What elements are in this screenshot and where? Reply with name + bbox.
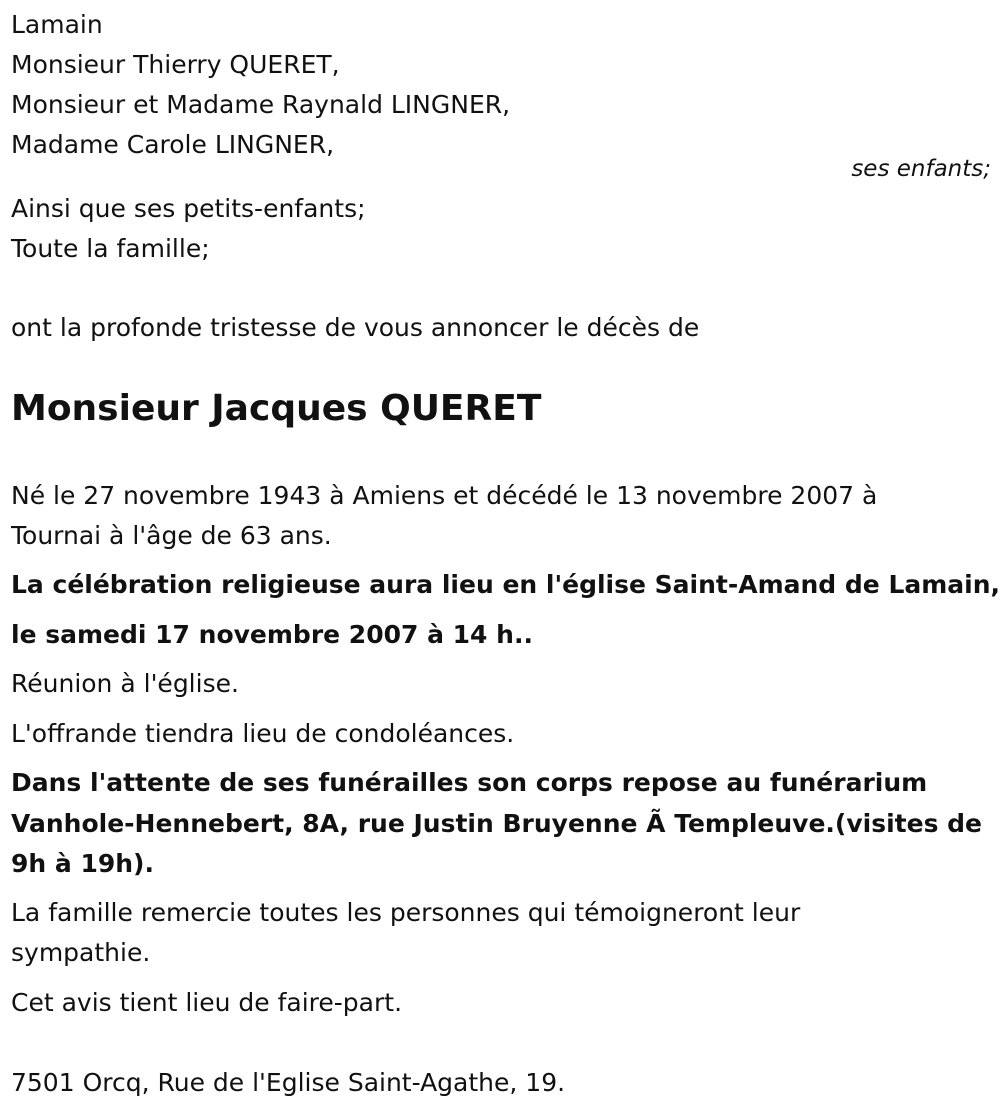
family-role: ses enfants;	[851, 156, 991, 182]
thanks-line: sympathie.	[11, 938, 151, 967]
birth-death-line: Né le 27 novembre 1943 à Amiens et décédé le 13 novembre 2007 à	[11, 481, 878, 510]
deceased-name: Monsieur Jacques QUERET	[11, 388, 542, 429]
family-line: Lamain	[11, 10, 103, 39]
whole-family-line: Toute la famille;	[11, 234, 210, 263]
offering-line: L'offrande tiendra lieu de condoléances.	[11, 719, 515, 748]
family-line: Monsieur et Madame Raynald LINGNER,	[11, 90, 511, 119]
funerarium-line: 9h à 19h).	[11, 849, 154, 878]
address-line: 7501 Orcq, Rue de l'Eglise Saint-Agathe, 19.	[11, 1068, 566, 1097]
birth-death-line: Tournai à l'âge de 63 ans.	[11, 521, 332, 550]
funerarium-line: Dans l'attente de ses funérailles son corps repose au funérarium	[11, 768, 928, 797]
family-line: Madame Carole LINGNER,	[11, 130, 335, 159]
notice-line: Cet avis tient lieu de faire-part.	[11, 988, 403, 1017]
grandchildren-line: Ainsi que ses petits-enfants;	[11, 194, 366, 223]
meeting-line: Réunion à l'église.	[11, 669, 239, 698]
funerarium-line: Vanhole-Hennebert, 8A, rue Justin Bruyenne Ã Templeuve.(visites de	[11, 809, 983, 838]
announcement-text: ont la profonde tristesse de vous annoncer le décès de	[11, 313, 700, 342]
family-line: Monsieur Thierry QUERET,	[11, 50, 340, 79]
thanks-line: La famille remercie toutes les personnes qui témoigneront leur	[11, 898, 801, 927]
ceremony-line: le samedi 17 novembre 2007 à 14 h..	[11, 620, 533, 649]
ceremony-line: La célébration religieuse aura lieu en l'église Saint-Amand de Lamain,	[11, 570, 1000, 599]
